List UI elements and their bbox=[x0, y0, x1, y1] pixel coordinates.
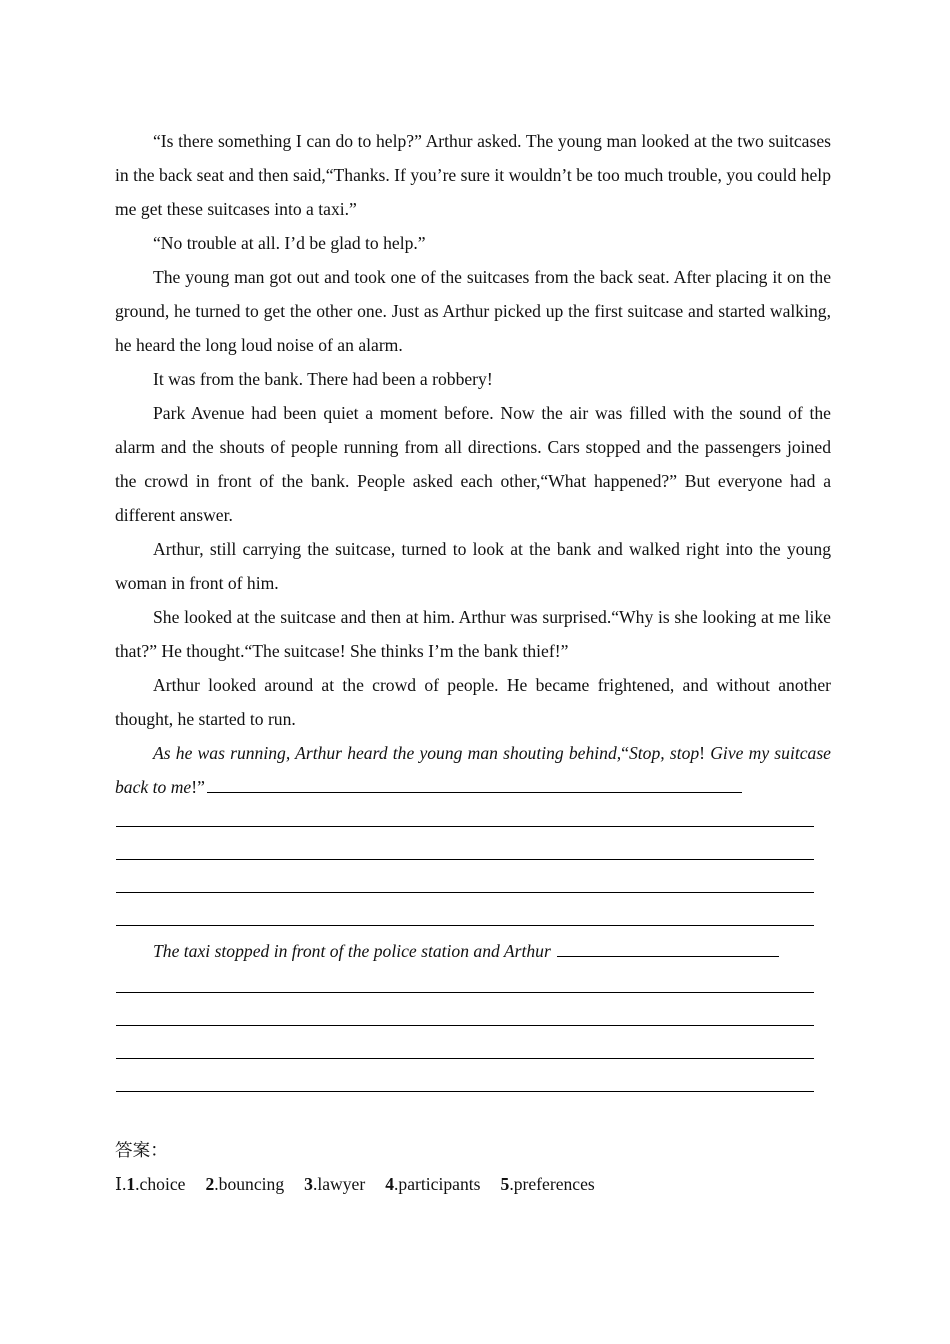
writing-line[interactable] bbox=[116, 1025, 814, 1026]
story-text bbox=[115, 124, 831, 804]
continuation-prompt-1 bbox=[115, 736, 831, 804]
answer-key bbox=[115, 1133, 831, 1201]
answer-item: 2.bouncing bbox=[205, 1174, 285, 1194]
writing-line[interactable] bbox=[116, 925, 814, 926]
answer-item: 3.lawyer bbox=[304, 1174, 366, 1194]
prompt-punct: ! bbox=[699, 743, 711, 763]
prompt-text: Give my suitcase back to me bbox=[115, 743, 831, 797]
story-paragraph: It was from the bank. There had been a robbery! bbox=[153, 369, 493, 389]
story-paragraph: “No trouble at all. I’d be glad to help.” bbox=[153, 233, 426, 253]
answer-heading: 答案： bbox=[115, 1140, 168, 1160]
writing-line[interactable] bbox=[557, 936, 779, 957]
answer-item: 5.preferences bbox=[500, 1174, 595, 1194]
prompt-quote: “ bbox=[621, 743, 629, 763]
writing-line[interactable] bbox=[116, 859, 814, 860]
prompt-punct: !” bbox=[191, 777, 205, 797]
writing-line[interactable] bbox=[116, 892, 814, 893]
story-paragraph: Arthur, still carrying the suitcase, turned to look at the bank and walked right into the young woman in front of him. bbox=[115, 539, 831, 593]
prompt-text: The taxi stopped in front of the police station and Arthur bbox=[153, 941, 551, 961]
answer-row bbox=[115, 1167, 831, 1201]
writing-line[interactable] bbox=[116, 1091, 814, 1092]
story-paragraph: The young man got out and took one of the suitcases from the back seat. After placing it on the ground, he turned to get the other one. Just as Arthur picked up the first suitcase and started walking, he heard the long loud noise of an alarm. bbox=[115, 267, 831, 355]
writing-line[interactable] bbox=[116, 1058, 814, 1059]
answer-item: 1.choice bbox=[126, 1174, 186, 1194]
prompt-text: Stop, stop bbox=[628, 743, 700, 763]
writing-line[interactable] bbox=[116, 826, 814, 827]
continuation-prompt-2 bbox=[115, 934, 831, 968]
answer-item: 4.participants bbox=[385, 1174, 481, 1194]
story-paragraph: “Is there something I can do to help?” Arthur asked. The young man looked at the two suitcases in the back seat and then said,“Thanks. If you’re sure it wouldn’t be too much trouble, you could help me get these suitcases into a taxi.” bbox=[115, 131, 831, 219]
answer-section: Ⅰ. bbox=[115, 1174, 127, 1194]
writing-line[interactable] bbox=[116, 992, 814, 993]
story-paragraph: Park Avenue had been quiet a moment before. Now the air was filled with the sound of the alarm and the shouts of people running from all directions. Cars stopped and the passengers joined the crowd in front of the bank. People asked each other,“What happened?” But everyone had a different answer. bbox=[115, 403, 831, 525]
story-paragraph: She looked at the suitcase and then at him. Arthur was surprised.“Why is she looking at me like that?” He thought.“The suitcase! She thinks I’m the bank thief!” bbox=[115, 607, 831, 661]
writing-line[interactable] bbox=[207, 772, 742, 793]
prompt-text: As he was running, Arthur heard the young man shouting behind, bbox=[153, 743, 622, 763]
story-paragraph: Arthur looked around at the crowd of people. He became frightened, and without another thought, he started to run. bbox=[115, 675, 831, 729]
